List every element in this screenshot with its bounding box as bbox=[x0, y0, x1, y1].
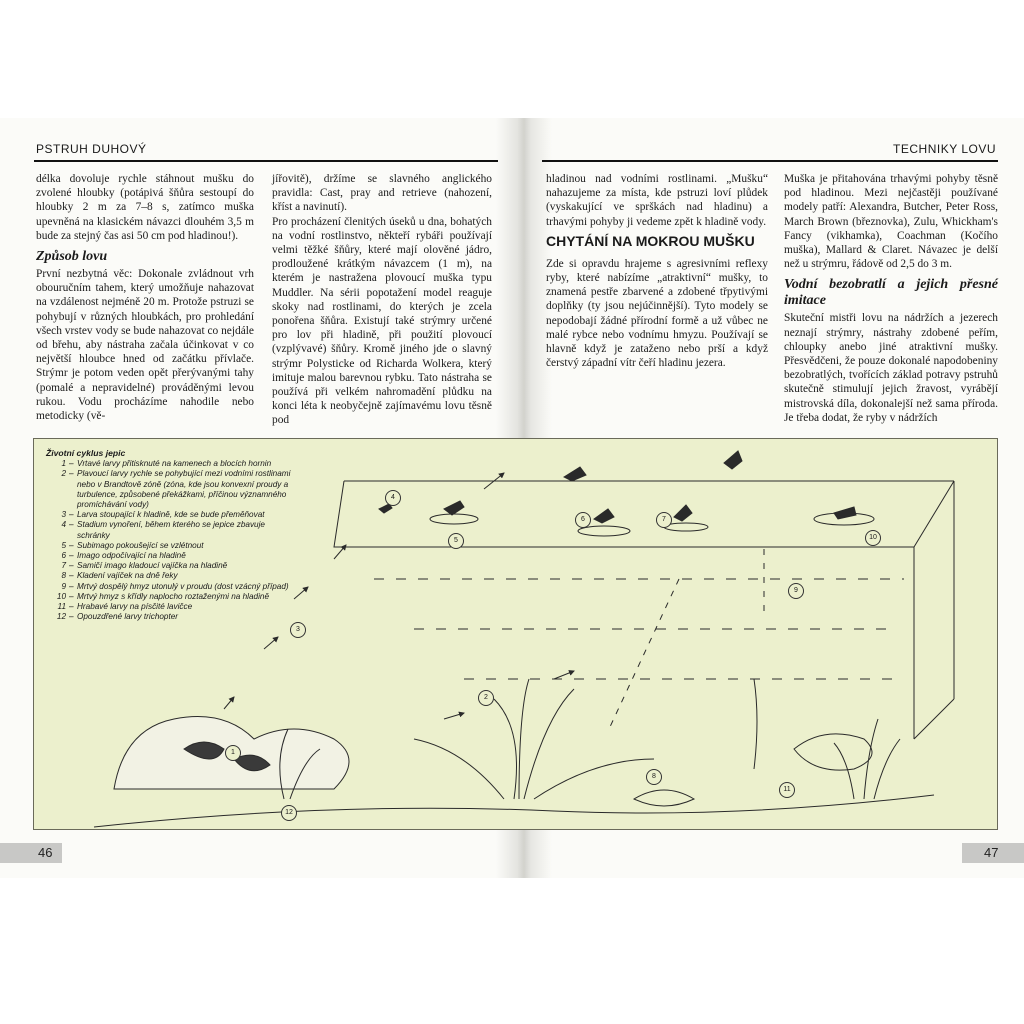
text-column-4 bbox=[784, 172, 998, 425]
figure-badge: 2 bbox=[478, 690, 494, 706]
section-heading: Způsob lovu bbox=[36, 249, 108, 265]
legend-item-number: 11 bbox=[57, 602, 66, 612]
legend-item-text: Mrtvý dospělý hmyz utonulý v proudu (dost vzácný případ) bbox=[77, 581, 289, 591]
figure-badge: 10 bbox=[865, 530, 881, 546]
legend-item-text: Mrtvý hmyz s křídly naplocho roztaženými na hladině bbox=[77, 591, 270, 601]
legend-item bbox=[46, 510, 296, 520]
text-column-3 bbox=[546, 172, 768, 370]
legend-item bbox=[46, 582, 296, 592]
paragraph: délka dovoluje rychle stáhnout mušku do zvolené hloubky (potápivá šňůra sestoupí do hloubky 2 m za 7–8 s, zatímco muška upevněná na klasickém návazci dlouhém 3,5 m bude za stejný čas asi 50 cm pod hladinou!). bbox=[36, 173, 254, 242]
figure-badge: 11 bbox=[779, 782, 795, 798]
legend-item-dash: – bbox=[69, 602, 74, 612]
legend-item bbox=[46, 612, 296, 622]
paragraph: hladinou nad vodními rostlinami. „Mušku“ nahazujeme za místa, kde pstruzi loví plůdek (vyskakující ve sprškách nad hladinu) a trhavými pohyby ji vedeme zpět k hladině vody. bbox=[546, 173, 768, 228]
section-heading: Vodní bezobratlí a jejich přesné imitace bbox=[784, 277, 998, 309]
legend-item-dash: – bbox=[69, 520, 74, 530]
legend-item-dash: – bbox=[69, 510, 74, 520]
legend-item-dash: – bbox=[69, 571, 74, 581]
chapter-heading: CHYTÁNÍ NA MOKROU MUŠKU bbox=[546, 232, 755, 249]
figure-badge: 12 bbox=[281, 805, 297, 821]
paragraph: Skuteční mistři lovu na nádržích a jezerech neznají strýmry, nástrahy zdobené peřím, chloupky anebo jiné atraktivní mušky. Přesvědčeni, že pouze dokonalé napodobeniny bezobratlých, tvořících základ potravy pstruhů skutečně stimulují jejich žravost, vyrábějí mistrovská díla, dokonalejší než sama příroda. Je třeba dodat, že ryby v nádržích bbox=[784, 312, 998, 424]
legend-item-number: 12 bbox=[56, 612, 66, 622]
legend-item-text: Stadium vynoření, během kterého se jepice zbavuje schránky bbox=[77, 520, 265, 540]
legend-item-text: Hrabavé larvy na písčité lavičce bbox=[77, 602, 193, 612]
figure-badge: 7 bbox=[656, 512, 672, 528]
legend-item bbox=[46, 561, 296, 571]
legend-item-number: 5 bbox=[61, 540, 66, 550]
legend-title: Životní cyklus jepic bbox=[46, 448, 126, 458]
legend-item-text: Kladení vajíček na dně řeky bbox=[77, 571, 178, 581]
legend-item-number: 8 bbox=[61, 571, 66, 581]
legend-item-dash: – bbox=[69, 551, 74, 561]
figure-badge: 9 bbox=[788, 583, 804, 599]
legend-item-dash: – bbox=[69, 581, 74, 591]
legend-item bbox=[46, 571, 296, 581]
paragraph: jířovitě), držíme se slavného anglického pravidla: Cast, pray and retrieve (nahození, kříst a navinutí). bbox=[272, 173, 492, 214]
legend-item-number: 7 bbox=[61, 561, 66, 571]
legend-item-text: Subimago pokoušející se vzlétnout bbox=[77, 540, 204, 550]
figure-badge: 5 bbox=[448, 533, 464, 549]
figure-badge: 8 bbox=[646, 769, 662, 785]
legend-item bbox=[46, 592, 296, 602]
legend-item-number: 9 bbox=[61, 581, 66, 591]
legend-item-text: Samičí imago kladoucí vajíčka na hladině bbox=[77, 561, 228, 571]
legend-item-number: 10 bbox=[56, 591, 66, 601]
legend-item-dash: – bbox=[69, 591, 74, 601]
figure-badge: 6 bbox=[575, 512, 591, 528]
paragraph: První nezbytná věc: Dokonale zvládnout vrh obouručním tahem, který umožňuje nahazovat na vzdálenost nejméně 20 m. Protože pstruzi se pohybují v různých hloubkách, pro prohledání všech vrstev vody se bude nahazovat co nejdále od břehu, aby nástraha začala účinkovat v co největší hloubce hned od začátku přívlače. Strýmr je potom veden opět přerývanými tahy (pomalé a nepravidelné) prováděnými levou rukou. Vodu procházíme nahodile nebo metodicky (vě- bbox=[36, 268, 254, 423]
legend-item bbox=[46, 520, 296, 540]
figure-badge: 1 bbox=[225, 745, 241, 761]
paragraph: Muška je přitahována trhavými pohyby těsně pod hladinou. Mezi nejčastěji používané modely patří: Alexandra, Butcher, Peter Ross, March Brown (březnovka), Zulu, Whickham's Fancy (vikhamka), Coachman (Kočího muška), Mallard & Claret. Návazec je delší než u strýmru, řádově od 2,5 do 3 m. bbox=[784, 173, 998, 271]
legend-item-text: Vrtavé larvy přitisknuté na kamenech a blocích hornin bbox=[77, 459, 272, 469]
page-number-left: 46 bbox=[0, 843, 62, 863]
paragraph: Zde si opravdu hrajeme s agresivními reflexy ryby, které nabízíme „atraktivní“ mušky, to znamená pestře zbarvené a zdobené třpytivými doplňky (ty jsou nejúčinnější). Tyto modely se nepodobají žádné přírodní formě a už vůbec ne malé rybce nebo vodnímu hmyzu. Používají se hlavně když je zataženo nebo prší a když čerstvý západní vítr čeří hladinu jezera. bbox=[546, 257, 768, 370]
paragraph: Pro procházení členitých úseků u dna, bohatých na vodní rostlinstvo, někteří rybáři používají velmi těžké šňůry, které mají olověné jádro, prodloužené krátkým návazcem (1 m), na kterém je nastražena plovoucí muška typu Muddler. Na sérii popotažení model reaguje skoky nad rostlinami, do kterých je zcela ponořena šňůra. Existují také strýmry určené pro lov při hladině, při použití plovoucí (vzplývavé) šňůry. Kromě jiného jde o slavný strýmr Polysticke od Richarda Wolkera, který imituje malou barevnou rybku. Tato nástraha se používá při velkém nahromadění plůdku na konci léta k neobyčejně zajímavému lovu těsně pod bbox=[272, 215, 492, 427]
legend-item-number: 1 bbox=[61, 459, 66, 469]
legend-list bbox=[46, 459, 296, 622]
figure-badge: 3 bbox=[290, 622, 306, 638]
figure-badge: 4 bbox=[385, 490, 401, 506]
header-rule-right bbox=[542, 160, 998, 162]
legend-item-number: 2 bbox=[61, 469, 66, 479]
running-head-left: PSTRUH DUHOVÝ bbox=[36, 142, 147, 156]
page-number-right: 47 bbox=[962, 843, 1024, 863]
legend-item-number: 6 bbox=[61, 551, 66, 561]
figure-legend bbox=[46, 448, 296, 622]
legend-item-number: 3 bbox=[61, 510, 66, 520]
legend-item-text: Larva stoupající k hladině, kde se bude přeměňovat bbox=[77, 510, 265, 520]
legend-item-text: Imago odpočívající na hladině bbox=[77, 551, 186, 561]
legend-item-dash: – bbox=[69, 469, 74, 479]
text-column-2 bbox=[272, 172, 492, 428]
legend-item bbox=[46, 459, 296, 469]
legend-item-number: 4 bbox=[61, 520, 66, 530]
legend-item-dash: – bbox=[69, 612, 74, 622]
legend-item bbox=[46, 541, 296, 551]
header-rule-left bbox=[34, 160, 498, 162]
legend-item-dash: – bbox=[69, 540, 74, 550]
text-column-1 bbox=[36, 172, 254, 423]
legend-item-dash: – bbox=[69, 561, 74, 571]
legend-item-text: Plavoucí larvy rychle se pohybující mezi vodními rostlinami nebo v Brandtově zóně (zóna, kde jsou konvexní proudy a turbulence, způsobené překážkami, příčinou významného promíchávání vody) bbox=[77, 469, 291, 510]
legend-item-dash: – bbox=[69, 459, 74, 469]
legend-item bbox=[46, 551, 296, 561]
legend-item-text: Opouzdřené larvy trichopter bbox=[77, 612, 179, 622]
legend-item bbox=[46, 602, 296, 612]
legend-item bbox=[46, 469, 296, 510]
running-head-right: TECHNIKY LOVU bbox=[893, 142, 996, 156]
